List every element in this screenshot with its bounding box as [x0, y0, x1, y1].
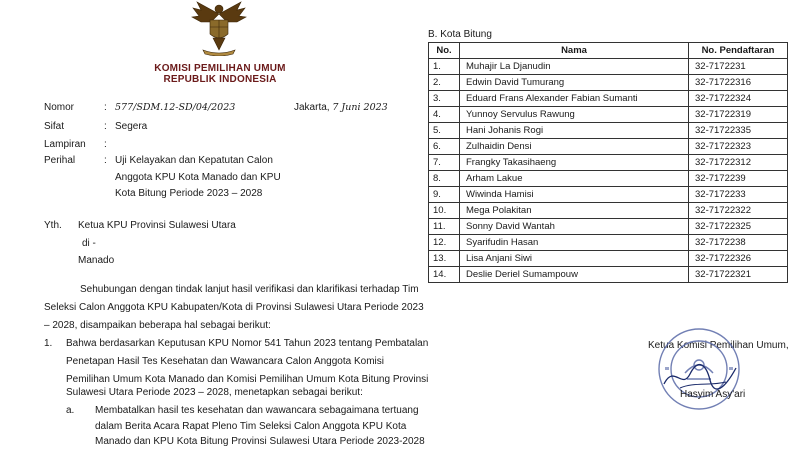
signatory-name: Hasyim Asy'ari [680, 389, 746, 400]
registration-number: 32-71722319 [689, 107, 788, 123]
nomor-value: 577/SDM.12-SD/04/2023 [115, 102, 236, 113]
candidate-name: Mega Polakitan [460, 203, 689, 219]
colon: : [104, 121, 107, 132]
row-number: 12. [429, 235, 460, 251]
row-number: 6. [429, 139, 460, 155]
row-number: 9. [429, 187, 460, 203]
candidate-name: Hani Johanis Rogi [460, 123, 689, 139]
point1-line: Bahwa berdasarkan Keputusan KPU Nomor 541 Tahun 2023 tentang Pembatalan [66, 338, 429, 349]
registration-number: 32-71722326 [689, 251, 788, 267]
addressee-di: di - [82, 238, 96, 249]
registration-number: 32-71722322 [689, 203, 788, 219]
candidate-name: Arham Lakue [460, 171, 689, 187]
candidate-name: Zulhaidin Densi [460, 139, 689, 155]
garuda-emblem-icon [189, 0, 249, 56]
table-row [429, 235, 788, 251]
sifat-value: Segera [115, 121, 148, 132]
table-row [429, 91, 788, 107]
registration-number: 32-71722321 [689, 267, 788, 283]
col-header-no: No. [429, 43, 460, 59]
row-number: 2. [429, 75, 460, 91]
row-number: 10. [429, 203, 460, 219]
table-row [429, 59, 788, 75]
registration-number: 32-71722324 [689, 91, 788, 107]
candidate-name: Deslie Deriel Sumampouw [460, 267, 689, 283]
candidate-name: Lisa Anjani Siwi [460, 251, 689, 267]
point1-line: Pemilihan Umum Kota Manado dan Komisi Pemilihan Umum Kota Bitung Provinsi [66, 374, 429, 385]
registration-number: 32-7172231 [689, 59, 788, 75]
point1a-line: dalam Berita Acara Rapat Pleno Tim Seleksi Calon Anggota KPU Kota [95, 421, 407, 432]
row-number: 3. [429, 91, 460, 107]
signature-title: Ketua Komisi Pemilihan Umum, [648, 340, 789, 351]
table-row [429, 155, 788, 171]
org-name-line2: REPUBLIK INDONESIA [163, 74, 277, 85]
table-body [429, 59, 788, 283]
row-number: 13. [429, 251, 460, 267]
table-header-row [429, 43, 788, 59]
colon: : [104, 155, 107, 166]
registration-number: 32-7172233 [689, 187, 788, 203]
col-header-nama: Nama [460, 43, 689, 59]
intro-line: – 2028, disampaikan beberapa hal sebagai berikut: [44, 320, 271, 331]
registration-number: 32-71722335 [689, 123, 788, 139]
colon: : [104, 102, 107, 113]
registration-number: 32-7172238 [689, 235, 788, 251]
nomor-label: Nomor [44, 102, 75, 113]
yth-label: Yth. [44, 220, 62, 231]
point1-line: Sulawesi Utara Periode 2023 – 2028, menetapkan sebagai berikut: [66, 387, 363, 398]
perihal-line: Kota Bitung Periode 2023 – 2028 [115, 188, 263, 199]
row-number: 11. [429, 219, 460, 235]
table-row [429, 107, 788, 123]
candidate-name: Wiwinda Hamisi [460, 187, 689, 203]
table-row [429, 187, 788, 203]
table-row [429, 219, 788, 235]
candidate-name: Eduard Frans Alexander Fabian Sumanti [460, 91, 689, 107]
table-row [429, 251, 788, 267]
candidate-name: Yunnoy Servulus Rawung [460, 107, 689, 123]
place: Jakarta, [294, 102, 330, 113]
date-value: 7 Juni 2023 [332, 102, 388, 113]
registration-number: 32-71722323 [689, 139, 788, 155]
registration-number: 32-7172239 [689, 171, 788, 187]
registration-number: 32-71722325 [689, 219, 788, 235]
candidate-name: Syarifudin Hasan [460, 235, 689, 251]
section-heading: B. Kota Bitung [428, 29, 492, 40]
point1a-line: Membatalkan hasil tes kesehatan dan wawancara sebagaimana tertuang [95, 405, 419, 416]
table-row [429, 203, 788, 219]
candidate-name: Sonny David Wantah [460, 219, 689, 235]
point1a-line: Manado dan KPU Kota Bitung Provinsi Sulawesi Utara Periode 2023-2028 [95, 436, 425, 447]
addressee-name: Ketua KPU Provinsi Sulawesi Utara [78, 220, 236, 231]
perihal-line: Anggota KPU Kota Manado dan KPU [115, 172, 281, 183]
candidate-table [428, 42, 788, 283]
intro-line: Seleksi Calon Anggota KPU Kabupaten/Kota di Provinsi Sulawesi Utara Periode 2023 [44, 302, 424, 313]
intro-line: Sehubungan dengan tindak lanjut hasil verifikasi dan klarifikasi terhadap Tim [80, 284, 419, 295]
candidate-name: Muhajir La Djanudin [460, 59, 689, 75]
candidate-name: Edwin David Tumurang [460, 75, 689, 91]
point-number: 1. [44, 338, 53, 349]
perihal-label: Perihal [44, 155, 76, 166]
row-number: 7. [429, 155, 460, 171]
addressee-city: Manado [78, 255, 115, 266]
perihal-line: Uji Kelayakan dan Kepatutan Calon [115, 155, 273, 166]
place-date [294, 101, 388, 114]
sifat-label: Sifat [44, 121, 65, 132]
row-number: 4. [429, 107, 460, 123]
col-header-pendaftaran: No. Pendaftaran [689, 43, 788, 59]
colon: : [104, 139, 107, 150]
table-row [429, 139, 788, 155]
org-name-line1: KOMISI PEMILIHAN UMUM [154, 63, 286, 74]
row-number: 14. [429, 267, 460, 283]
table-row [429, 267, 788, 283]
registration-number: 32-71722312 [689, 155, 788, 171]
table-row [429, 123, 788, 139]
lampiran-label: Lampiran [44, 139, 86, 150]
row-number: 1. [429, 59, 460, 75]
table-row [429, 75, 788, 91]
point1-line: Penetapan Hasil Tes Kesehatan dan Wawancara Calon Anggota Komisi [66, 356, 384, 367]
registration-number: 32-71722316 [689, 75, 788, 91]
subpoint-letter: a. [66, 405, 75, 416]
candidate-name: Frangky Takasihaeng [460, 155, 689, 171]
row-number: 5. [429, 123, 460, 139]
table-row [429, 171, 788, 187]
row-number: 8. [429, 171, 460, 187]
